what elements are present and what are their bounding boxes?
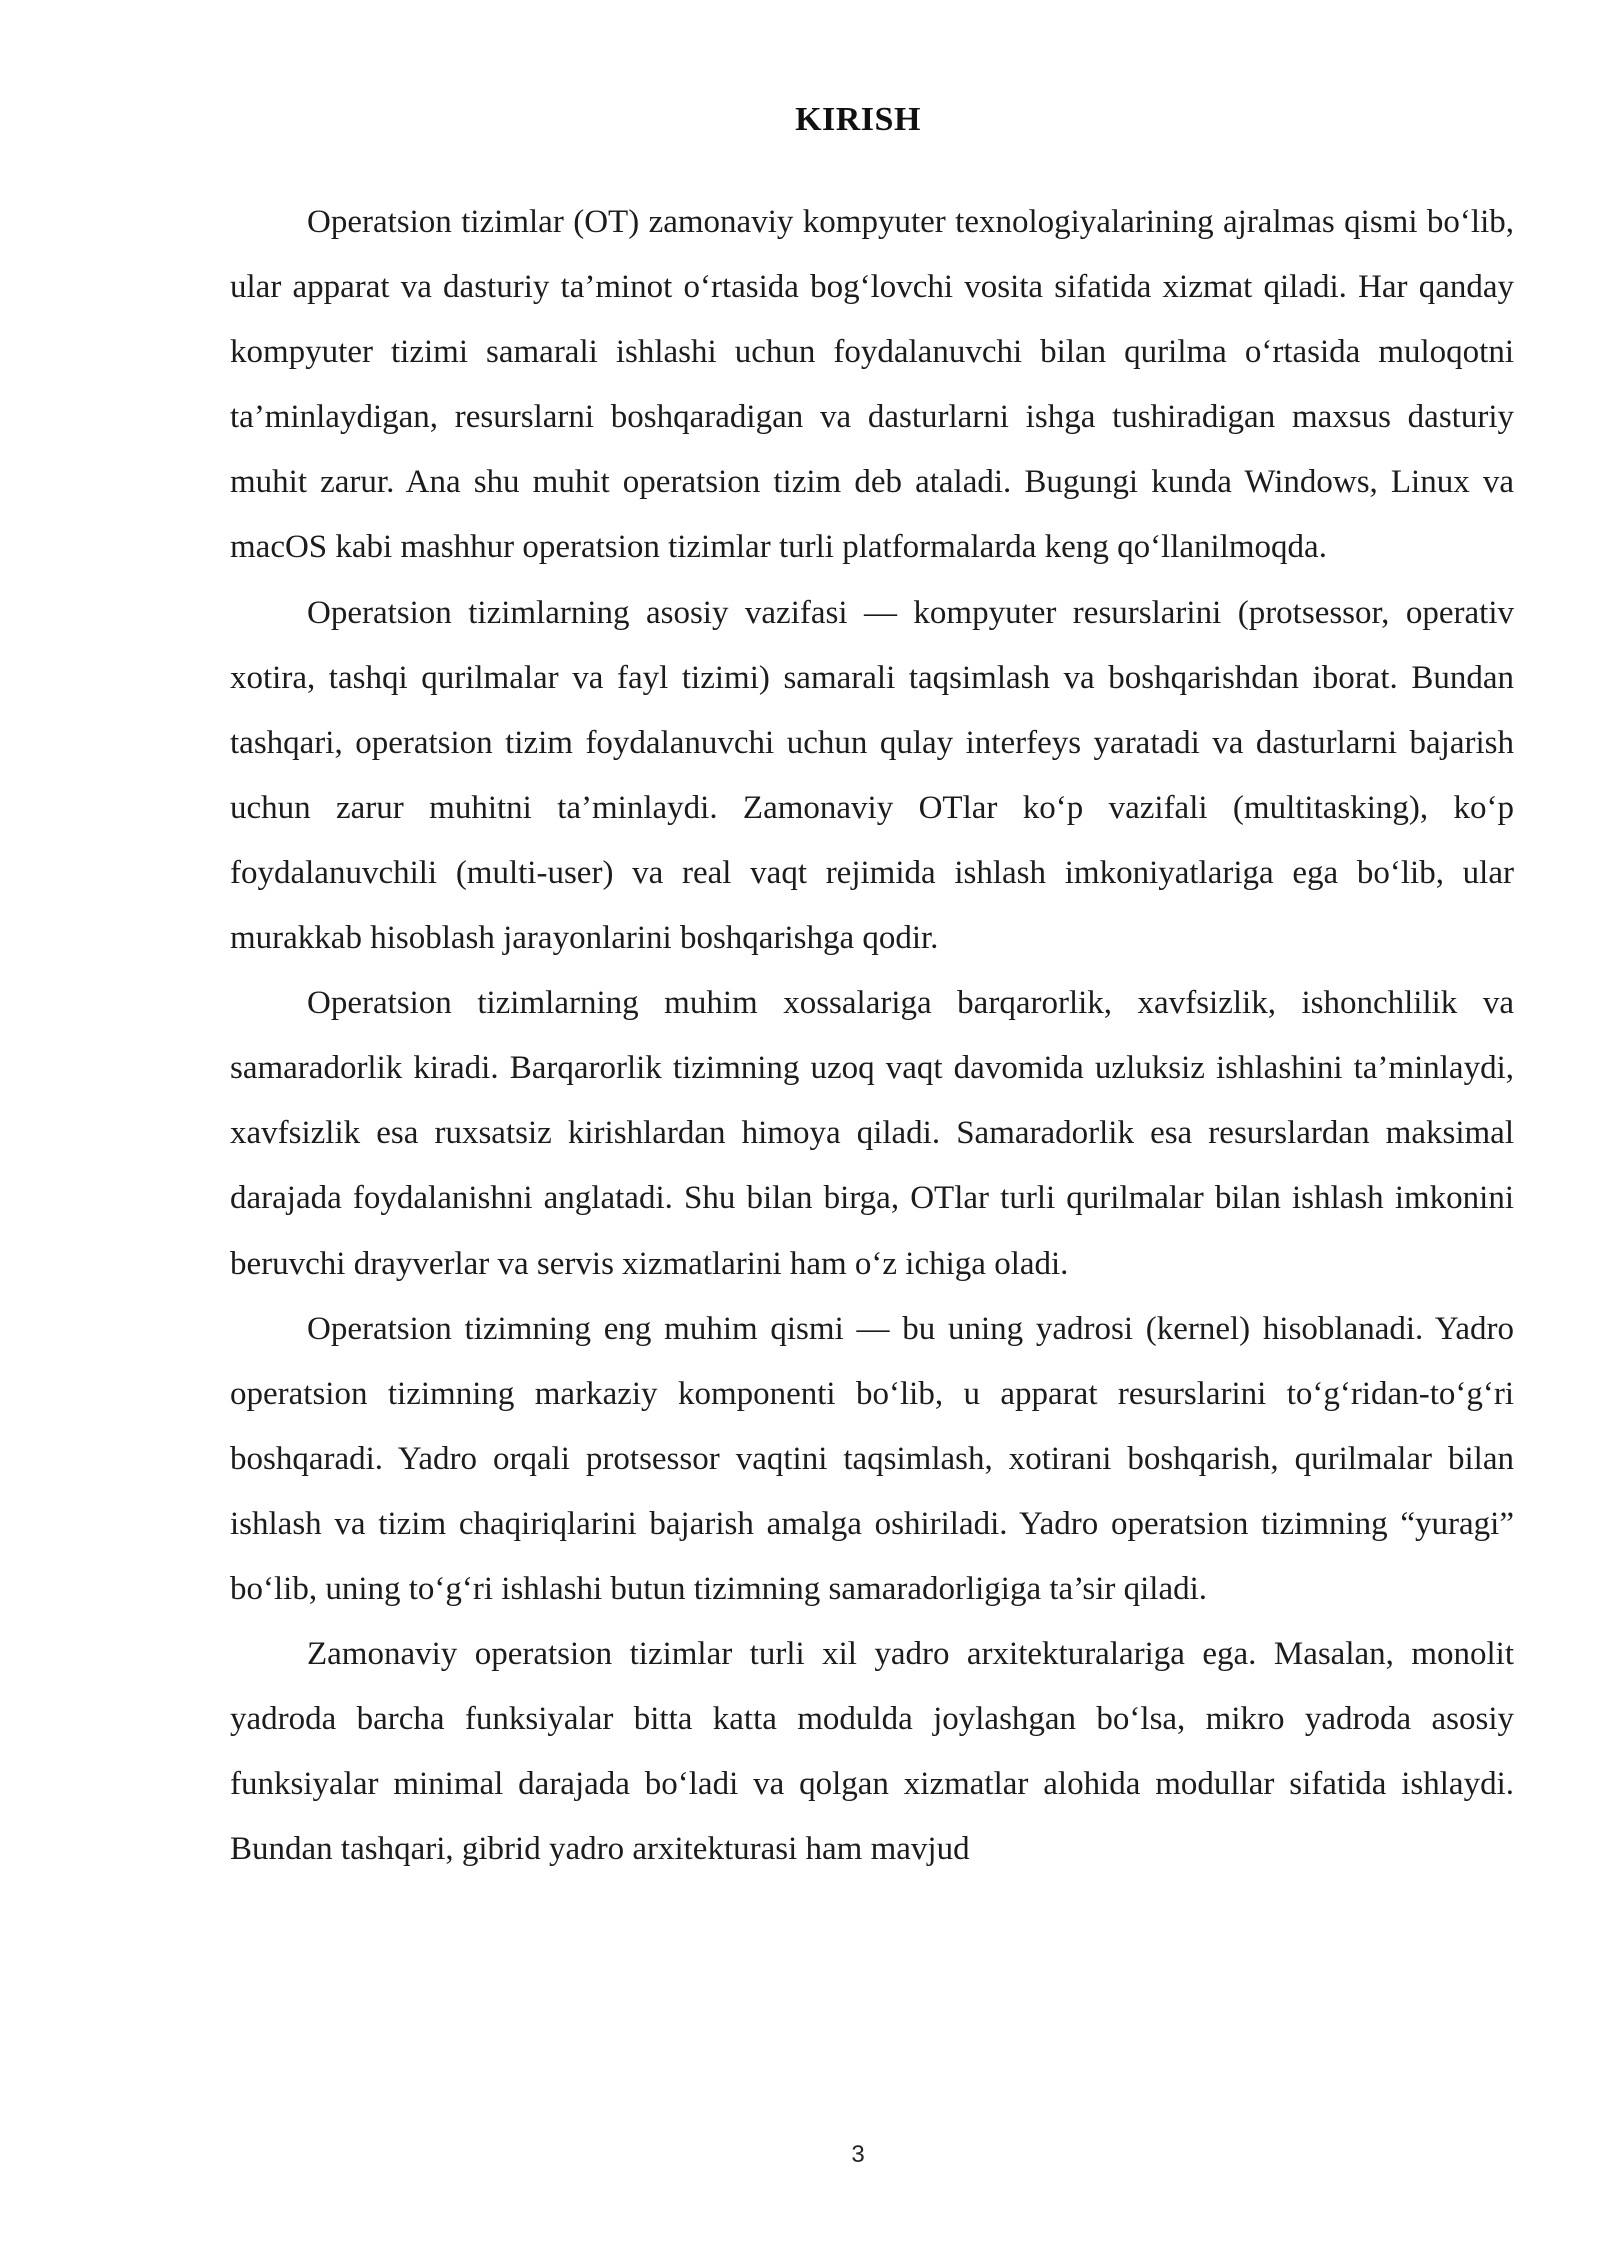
paragraph-3: Operatsion tizimlarning muhim xossalariga barqarorlik, xavfsizlik, ishonchlilik va samaradorlik kiradi. Barqarorlik tizimning uzoq vaqt davomida uzluksiz ishlashini ta’minlaydi, xavfsizlik esa ruxsatsiz kirishlardan himoya qiladi. Samaradorlik esa resurslardan maksimal darajada foydalanishni anglatadi. Shu bilan birga, OTlar turli qurilmalar bilan ishlash imkonini beruvchi drayverlar va servis xizmatlarini ham o‘z ichiga oladi. <box>230 985 1514 1282</box>
page-number: 3 <box>851 2141 865 2168</box>
paragraph-2: Operatsion tizimlarning asosiy vazifasi — kompyuter resurslarini (protsessor, operativ xotira, tashqi qurilmalar va fayl tizimi) samarali taqsimlash va boshqarishdan iborat. Bundan tashqari, operatsion tizim foydalanuvchi uchun qulay interfeys yaratadi va dasturlarni bajarish uchun zarur muhitni ta’minlaydi. Zamonaviy OTlar ko‘p vazifali (multitasking), ko‘p foydalanuvchili (multi-user) va real vaqt rejimida ishlash imkoniyatlariga ega bo‘lib, ular murakkab hisoblash jarayonlarini boshqarishga qodir. <box>230 594 1514 957</box>
paragraph-5: Zamonaviy operatsion tizimlar turli xil yadro arxitekturalariga ega. Masalan, monolit yadroda barcha funksiyalar bitta katta modulda joylashgan bo‘lsa, mikro yadroda asosiy funksiyalar minimal darajada bo‘ladi va qolgan xizmatlar alohida modullar sifatida ishlaydi. Bundan tashqari, gibrid yadro arxitekturasi ham mavjud <box>230 1636 1514 1868</box>
paragraph-4: Operatsion tizimning eng muhim qismi — bu uning yadrosi (kernel) hisoblanadi. Yadro operatsion tizimning markaziy komponenti bo‘lib, u apparat resurslarini to‘g‘ridan-to‘g‘ri boshqaradi. Yadro orqali protsessor vaqtini taqsimlash, xotirani boshqarish, qurilmalar bilan ishlash va tizim chaqiriqlarini bajarish amalga oshiriladi. Yadro operatsion tizimning “yuragi” bo‘lib, uning to‘g‘ri ishlashi butun tizimning samaradorligiga ta’sir qiladi. <box>230 1310 1514 1607</box>
paragraph-1: Operatsion tizimlar (OT) zamonaviy kompyuter texnologiyalarining ajralmas qismi bo‘lib, ular apparat va dasturiy ta’minot o‘rtasida bog‘lovchi vosita sifatida xizmat qiladi. Har qanday kompyuter tizimi samarali ishlashi uchun foydalanuvchi bilan qurilma o‘rtasida muloqotni ta’minlaydigan, resurslarni boshqaradigan va dasturlarni ishga tushiradigan maxsus dasturiy muhit zarur. Ana shu muhit operatsion tizim deb ataladi. Bugungi kunda Windows, Linux va macOS kabi mashhur operatsion tizimlar turli platformalarda keng qo‘llanilmoqda. <box>230 204 1514 566</box>
page-title: KIRISH <box>795 101 921 138</box>
body-text <box>230 190 1514 1882</box>
